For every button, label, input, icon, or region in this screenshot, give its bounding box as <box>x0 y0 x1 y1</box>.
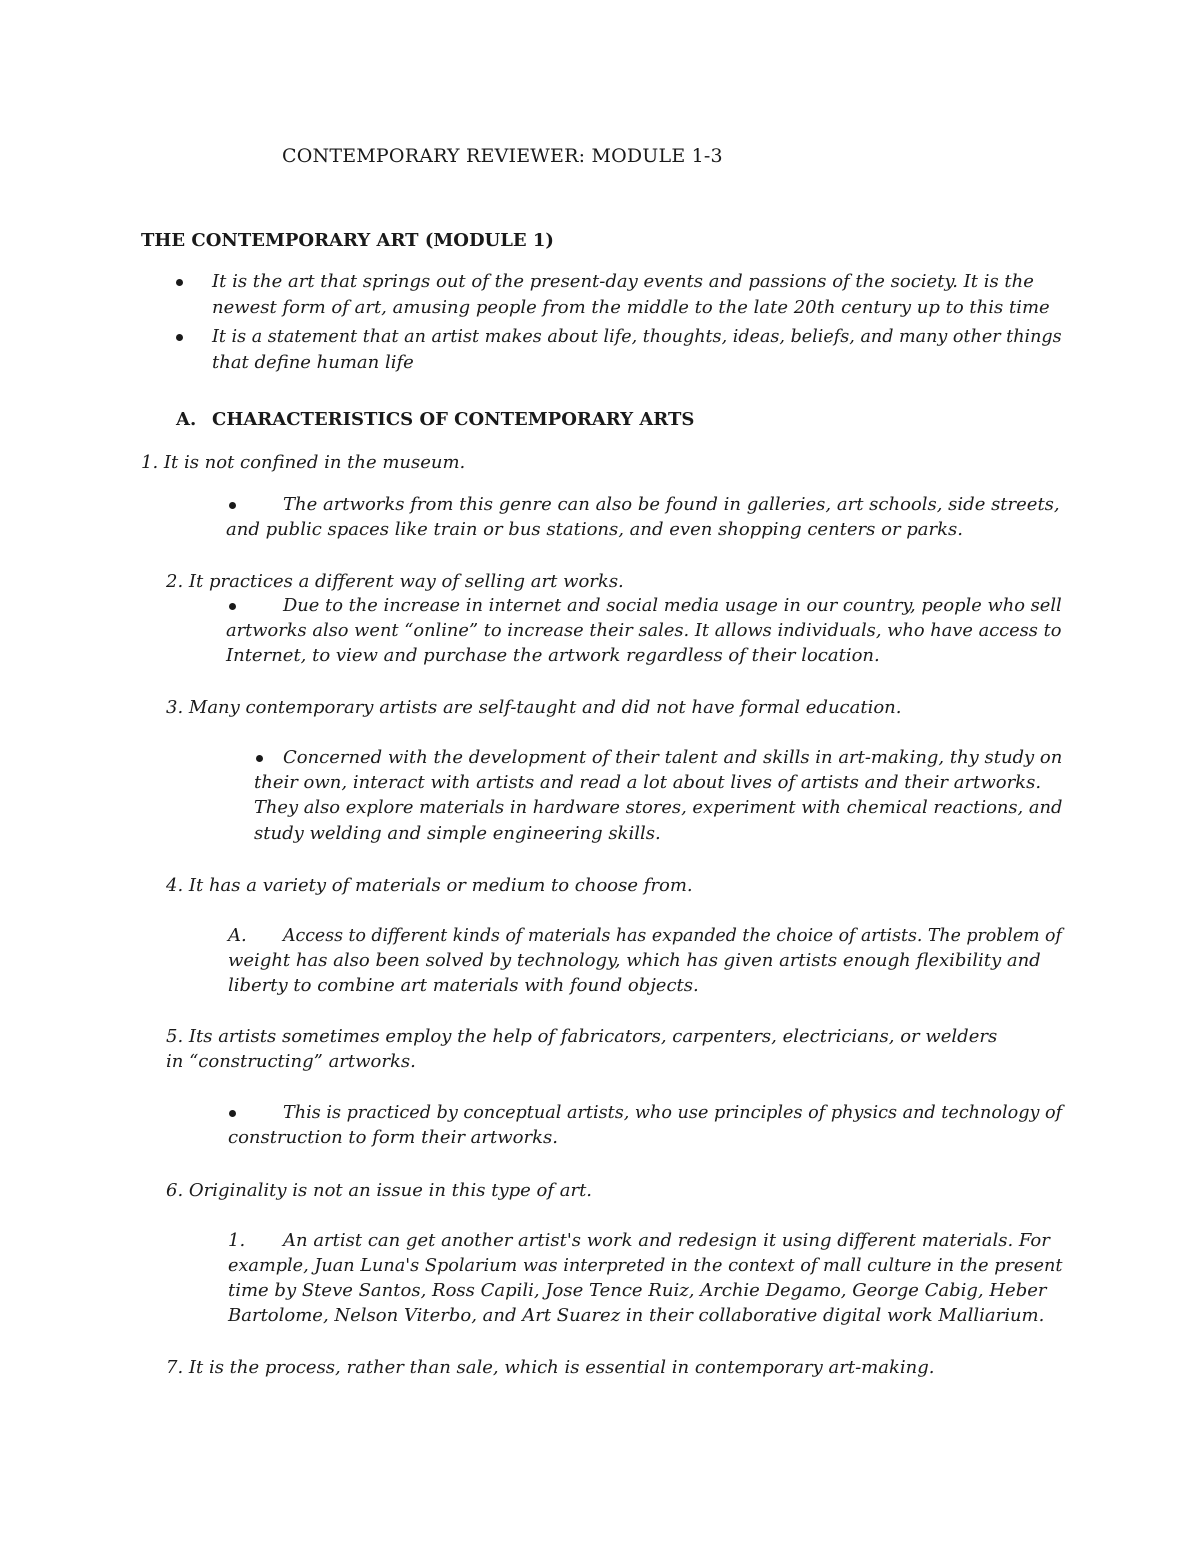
item-5-line-2: construction to form their artworks. <box>228 1127 558 1148</box>
item-2-heading: 2. It practices a different way of selling art works. <box>166 571 624 592</box>
item-7-heading: 7. It is the process, rather than sale, which is essential in contemporary art-making. <box>166 1357 935 1378</box>
item-2-line-2: artworks also went “online” to increase their sales. It allows individuals, who have access to <box>226 620 1062 641</box>
bullet-icon <box>229 1110 236 1117</box>
item-4-heading: 4. It has a variety of materials or medium to choose from. <box>166 875 693 896</box>
item-6-heading: 6. Originality is not an issue in this type of art. <box>166 1180 593 1201</box>
item-3-line-4: study welding and simple engineering skills. <box>254 823 661 844</box>
item-6-line-2: example, Juan Luna's Spolarium was interpreted in the context of mall culture in the present <box>228 1255 1063 1276</box>
subsection-marker: A. <box>176 409 197 430</box>
item-2-line-3: Internet, to view and purchase the artwork regardless of their location. <box>226 645 880 666</box>
bullet-icon <box>229 502 236 509</box>
item-4-line-3: liberty to combine art materials with found objects. <box>228 975 699 996</box>
item-1-line-2: and public spaces like train or bus stations, and even shopping centers or parks. <box>226 519 964 540</box>
bullet-icon <box>176 279 183 286</box>
item-3-line-1: Concerned with the development of their talent and skills in art-making, thy study on <box>283 747 1063 768</box>
bullet-icon <box>256 755 263 762</box>
item-5-heading-line-2: in “constructing” artworks. <box>166 1051 416 1072</box>
item-4-line-1: Access to different kinds of materials has expanded the choice of artists. The problem of <box>283 925 1062 946</box>
item-6-marker: 1. <box>228 1230 246 1251</box>
item-1-line-1: The artworks from this genre can also be found in galleries, art schools, side streets, <box>283 494 1060 515</box>
item-4-marker: A. <box>228 925 247 946</box>
item-5-heading-line-1: 5. Its artists sometimes employ the help of fabricators, carpenters, electricians, or welders <box>166 1026 998 1047</box>
item-5-line-1: This is practiced by conceptual artists, who use principles of physics and technology of <box>283 1102 1063 1123</box>
bullet-icon <box>229 603 236 610</box>
item-6-line-4: Bartolome, Nelson Viterbo, and Art Suarez in their collaborative digital work Malliarium. <box>228 1305 1045 1326</box>
section-heading: THE CONTEMPORARY ART (MODULE 1) <box>141 230 554 251</box>
item-3-heading: 3. Many contemporary artists are self-taught and did not have formal education. <box>166 697 902 718</box>
item-3-line-2: their own, interact with artists and read a lot about lives of artists and their artworks. <box>254 772 1042 793</box>
item-6-line-1: An artist can get another artist's work and redesign it using different materials. For <box>283 1230 1050 1251</box>
intro-bullet-2-line-2: that define human life <box>212 352 414 373</box>
page-title: CONTEMPORARY REVIEWER: MODULE 1-3 <box>282 145 723 167</box>
subsection-heading: CHARACTERISTICS OF CONTEMPORARY ARTS <box>212 409 695 430</box>
bullet-icon <box>176 334 183 341</box>
item-3-line-3: They also explore materials in hardware stores, experiment with chemical reactions, and <box>254 797 1063 818</box>
item-4-line-2: weight has also been solved by technology, which has given artists enough flexibility and <box>228 950 1041 971</box>
item-1-heading: 1. It is not confined in the museum. <box>141 452 466 473</box>
item-2-line-1: Due to the increase in internet and social media usage in our country, people who sell <box>283 595 1062 616</box>
intro-bullet-1-line-1: It is the art that springs out of the present-day events and passions of the society. It is the <box>212 271 1034 292</box>
item-6-line-3: time by Steve Santos, Ross Capili, Jose Tence Ruiz, Archie Degamo, George Cabig, Heber <box>228 1280 1047 1301</box>
intro-bullet-1-line-2: newest form of art, amusing people from the middle to the late 20th century up to this time <box>212 297 1050 318</box>
intro-bullet-2-line-1: It is a statement that an artist makes about life, thoughts, ideas, beliefs, and many other things <box>212 326 1062 347</box>
